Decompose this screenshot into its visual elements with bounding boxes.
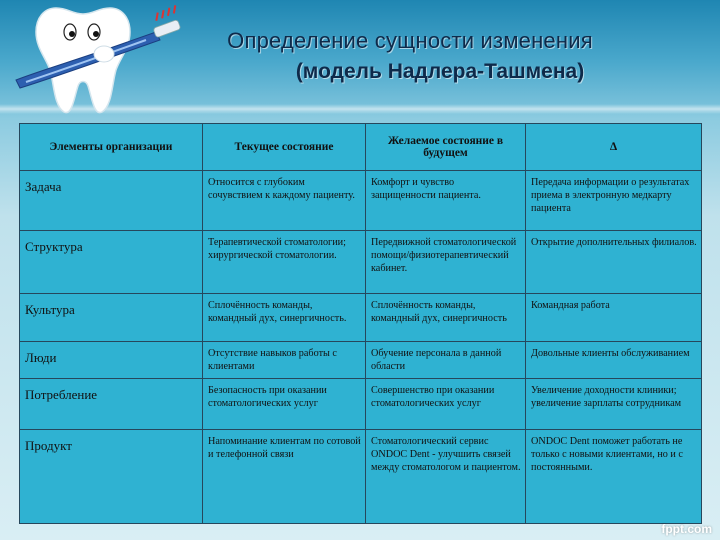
cell-current: Отсутствие навыков работы с клиентами: [203, 342, 366, 379]
row-label-structure: Структура: [20, 231, 203, 294]
row-label-culture: Культура: [20, 294, 203, 342]
cell-desired: Сплочённость команды, командный дух, синергичность: [366, 294, 526, 342]
nadler-tushman-table: [19, 123, 702, 524]
cell-current: Безопасность при оказании стоматологических услуг: [203, 379, 366, 430]
header-delta: ∆: [526, 124, 702, 171]
table-row: [20, 379, 702, 430]
table-row: [20, 430, 702, 524]
table-row: [20, 342, 702, 379]
cell-current: Терапевтической стоматологии; хирургической стоматологии.: [203, 231, 366, 294]
cell-delta: Увеличение доходности клиники; увеличение зарплаты сотрудникам: [526, 379, 702, 430]
title-line-1: Определение сущности изменения: [227, 28, 593, 53]
cell-desired: Совершенство при оказании стоматологических услуг: [366, 379, 526, 430]
cell-delta: Открытие дополнительных филиалов.: [526, 231, 702, 294]
cell-desired: Обучение персонала в данной области: [366, 342, 526, 379]
table-row: [20, 231, 702, 294]
table-row: [20, 171, 702, 231]
header-current: Текущее состояние: [203, 124, 366, 171]
cell-delta: Передача информации о результатах приема в электронную медкарту пациента: [526, 171, 702, 231]
cell-desired: Комфорт и чувство защищенности пациента.: [366, 171, 526, 231]
cell-delta: ONDOC Dent поможет работать не только с новыми клиентами, но и с постоянными.: [526, 430, 702, 524]
title-line-2: (модель Надлера-Ташмена): [295, 60, 585, 83]
table-row: [20, 294, 702, 342]
row-label-consumption: Потребление: [20, 379, 203, 430]
cell-delta: Довольные клиенты обслуживанием: [526, 342, 702, 379]
cell-desired: Передвижной стоматологической помощи/физиотерапевтический кабинет.: [366, 231, 526, 294]
cell-current: Напоминание клиентам по сотовой и телефонной связи: [203, 430, 366, 524]
header-elements: Элементы организации: [20, 124, 203, 171]
row-label-people: Люди: [20, 342, 203, 379]
cell-delta: Командная работа: [526, 294, 702, 342]
cell-current: Относится с глубоким сочувствием к каждому пациенту.: [203, 171, 366, 231]
row-label-product: Продукт: [20, 430, 203, 524]
table-header-row: [20, 124, 702, 171]
cell-desired: Стоматологический сервис ONDOC Dent - улучшить связей между стоматологом и пациентом.: [366, 430, 526, 524]
row-label-task: Задача: [20, 171, 203, 231]
header-desired: Желаемое состояние в будущем: [366, 124, 526, 171]
slide-title: [140, 28, 680, 84]
cell-current: Сплочённость команды, командный дух, синергичность.: [203, 294, 366, 342]
footer-watermark: fppt.com: [661, 522, 712, 536]
